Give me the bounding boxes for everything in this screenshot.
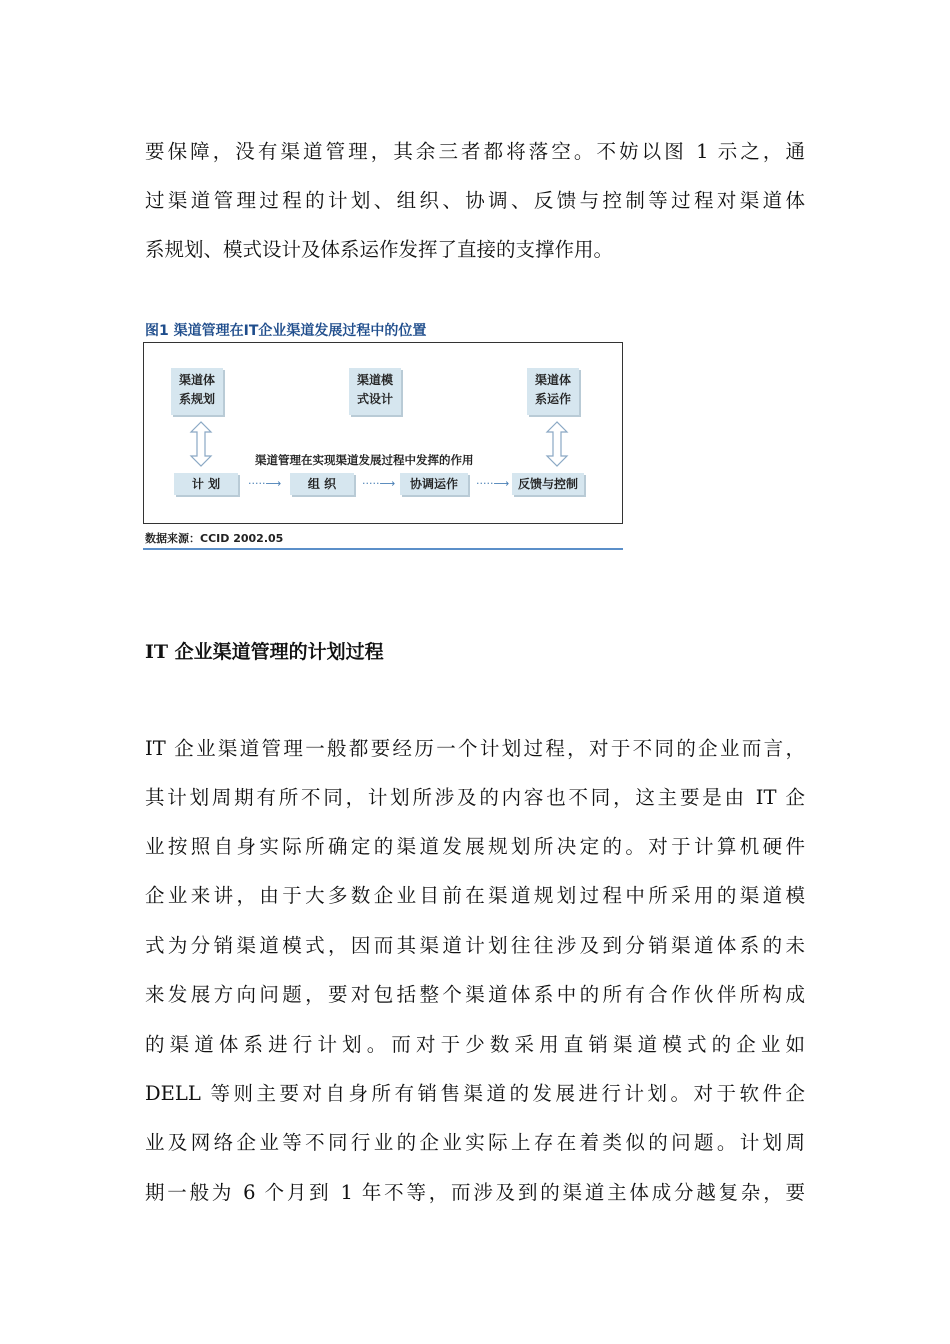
step-feedback-control: 反馈与控制 bbox=[512, 473, 584, 495]
box-line: 系运作 bbox=[534, 392, 571, 406]
intro-line-3: 系规划、模式设计及体系运作发挥了直接的支撑作用。 bbox=[145, 238, 614, 261]
box-line: 渠道体 bbox=[534, 373, 571, 387]
body-line-3: 业按照自身实际所确定的渠道发展规划所决定的。对于计算机硬件 bbox=[145, 835, 805, 858]
box-channel-system-operation bbox=[527, 368, 579, 415]
body-line-9: 业及网络企业等不同行业的企业实际上存在着类似的问题。计划周 bbox=[145, 1131, 805, 1154]
double-arrow-icon bbox=[187, 420, 215, 468]
dotted-arrow-icon: ·····⟶ bbox=[362, 477, 396, 490]
flow-label: 渠道管理在实现渠道发展过程中发挥的作用 bbox=[255, 453, 474, 467]
figure-source: 数据来源：CCID 2002.05 bbox=[145, 532, 284, 545]
box-channel-mode-design bbox=[349, 368, 401, 415]
double-arrow-icon bbox=[543, 420, 571, 468]
step-coordination: 协调运作 bbox=[400, 473, 468, 495]
body-line-5: 式为分销渠道模式，因而其渠道计划往往涉及到分销渠道体系的未 bbox=[145, 934, 805, 957]
body-line-2: 其计划周期有所不同，计划所涉及的内容也不同，这主要是由 IT 企 bbox=[145, 786, 805, 809]
body-line-7: 的渠道体系进行计划。而对于少数采用直销渠道模式的企业如 bbox=[145, 1033, 805, 1056]
body-line-4: 企业来讲，由于大多数企业目前在渠道规划过程中所采用的渠道模 bbox=[145, 884, 805, 907]
figure-title: 图1 渠道管理在IT企业渠道发展过程中的位置 bbox=[145, 323, 427, 339]
box-line: 系规划 bbox=[178, 392, 215, 406]
body-line-6: 来发展方向问题，要对包括整个渠道体系中的所有合作伙伴所构成 bbox=[145, 983, 805, 1006]
figure-divider bbox=[143, 548, 623, 550]
box-line: 渠道模 bbox=[356, 373, 393, 387]
section-heading: IT 企业渠道管理的计划过程 bbox=[145, 641, 384, 663]
intro-line-2: 过渠道管理过程的计划、组织、协调、反馈与控制等过程对渠道体 bbox=[145, 189, 805, 212]
dotted-arrow-icon: ·····⟶ bbox=[248, 477, 282, 490]
step-planning: 计 划 bbox=[174, 473, 238, 495]
body-line-10: 期一般为 6 个月到 1 年不等，而涉及到的渠道主体成分越复杂，要 bbox=[145, 1181, 805, 1204]
step-organizing: 组 织 bbox=[290, 473, 354, 495]
box-line: 渠道体 bbox=[178, 373, 215, 387]
intro-line-1: 要保障，没有渠道管理，其余三者都将落空。不妨以图 1 示之，通 bbox=[145, 140, 805, 163]
body-line-1: IT 企业渠道管理一般都要经历一个计划过程，对于不同的企业而言， bbox=[145, 737, 805, 760]
box-line: 式设计 bbox=[356, 392, 393, 406]
dotted-arrow-icon: ·····⟶ bbox=[476, 477, 510, 490]
box-channel-system-planning bbox=[171, 368, 223, 415]
body-line-8: DELL 等则主要对自身所有销售渠道的发展进行计划。对于软件企 bbox=[145, 1082, 805, 1105]
